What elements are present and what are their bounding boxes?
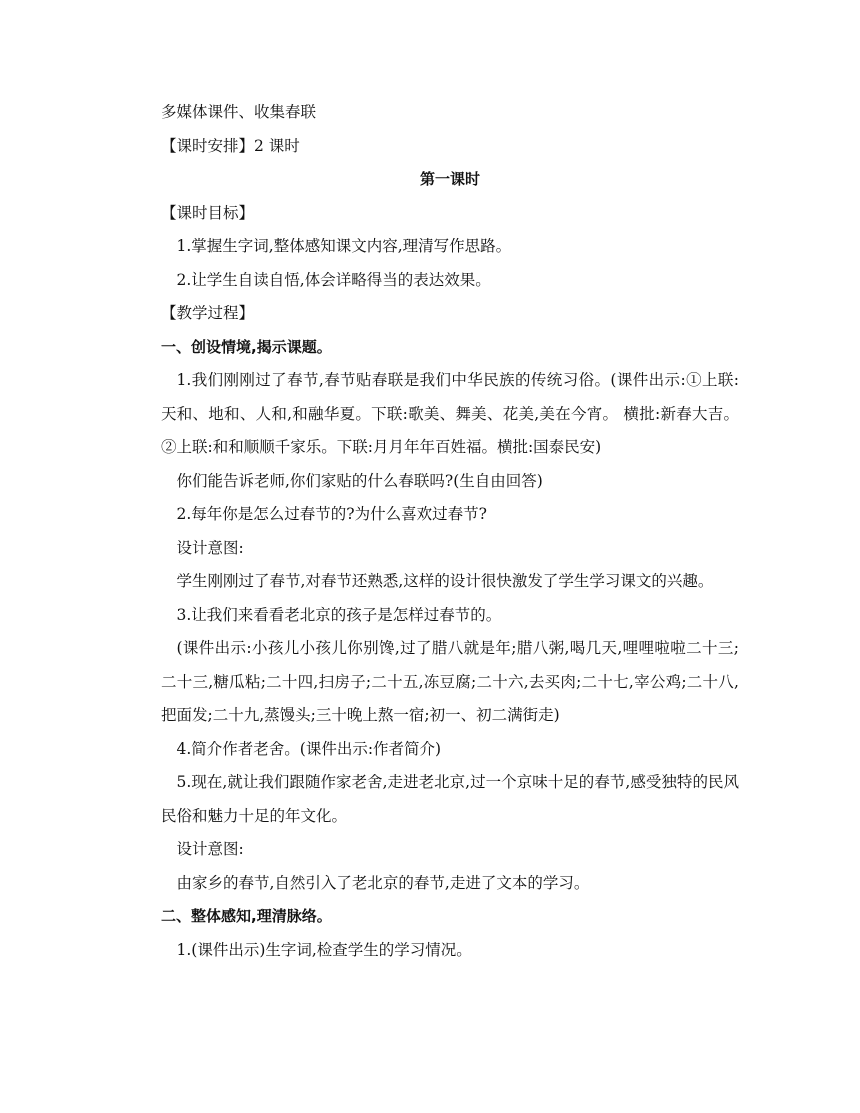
goal-item-2: 2.让学生自读自悟,体会详略得当的表达效果。 [176,270,491,289]
paragraph-ask-couplet: 你们能告诉老师,你们家贴的什么春联吗?(生自由回答) [176,471,543,490]
materials-line: 多媒体课件、收集春联 [161,103,317,121]
lesson-title: 第一课时 [419,170,480,188]
paragraph-follow-laoshe: 5.现在,就让我们跟随作家老舍,走进老北京,过一个京味十足的春节,感受独特的民风民俗和魅力十足的年文化。 [161,773,739,825]
design-intent-label-1: 设计意图: [176,538,244,557]
paragraph-design-intent-1: 学生刚刚过了春节,对春节还熟悉,这样的设计很快激发了学生学习课文的兴趣。 [176,572,714,590]
paragraph-couplet-intro: 1.我们刚刚过了春节,春节贴春联是我们中华民族的传统习俗。(课件出示:①上联:天和、地和、人和,和融华夏。下联:歌美、舞美、花美,美在今宵。 横批:新春大吉。②上联:和和顺顺千家乐。下联:月月年年百姓福。横批:国泰民安) [161,371,739,456]
paragraph-author-intro: 4.简介作者老舍。(课件出示:作者简介) [176,739,442,758]
process-header: 【教学过程】 [161,304,255,322]
paragraph-vocabulary-check: 1.(课件出示)生字词,检查学生的学习情况。 [176,940,472,959]
paragraph-spring-festival-question: 2.每年你是怎么过春节的?为什么喜欢过春节? [176,505,487,523]
design-intent-label-2: 设计意图: [176,840,244,858]
goal-item-1: 1.掌握生字词,整体感知课文内容,理清写作思路。 [176,237,512,255]
section-1-title: 一、创设情境,揭示课题。 [161,337,332,356]
paragraph-design-intent-2: 由家乡的春节,自然引入了老北京的春节,走进了文本的学习。 [176,873,590,892]
goal-header: 【课时目标】 [161,203,255,222]
paragraph-folk-rhyme: (课件出示:小孩儿小孩儿你别馋,过了腊八就是年;腊八粥,喝几天,哩哩啦啦二十三;二十三,糖瓜粘;二十四,扫房子;二十五,冻豆腐;二十六,去买肉;二十七,宰公鸡;二十八,把面发;二十九,蒸馒头;三十晚上熬一宿;初一、初二满街走) [161,639,739,724]
paragraph-old-beijing: 3.让我们来看看老北京的孩子是怎样过春节的。 [176,605,502,624]
schedule-line: 【课时安排】2 课时 [161,136,300,155]
document-body [161,96,739,967]
section-2-title: 二、整体感知,理清脉络。 [161,907,332,925]
